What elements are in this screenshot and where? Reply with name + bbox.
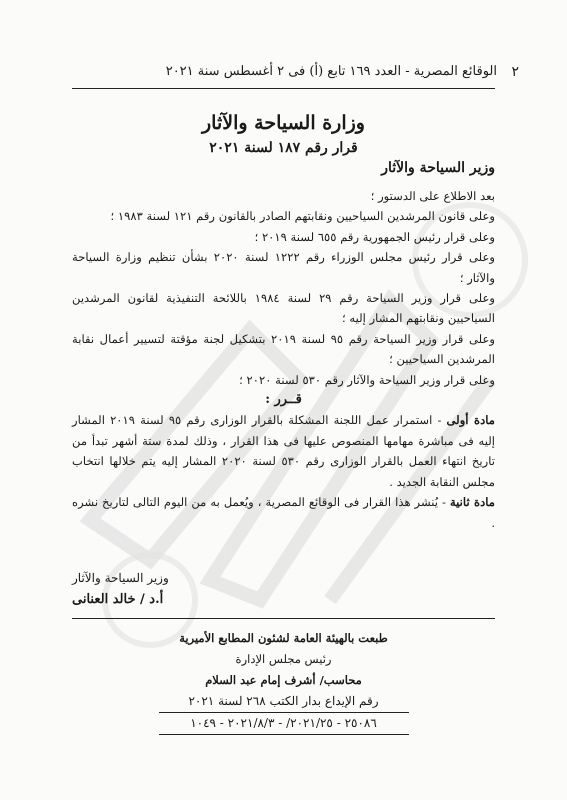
signature-name: أ.د / خالد العنانى (72, 592, 164, 607)
ministry-title: وزارة السياحة والآثار (201, 112, 365, 134)
signature-block (72, 568, 169, 610)
preamble-line: وعلى قرار وزير السياحة رقم ٩٥ لسنة ٢٠١٩ بتشكيل لجنة مؤقتة لتسيير أعمال نقابة المرشدين السياحيين ؛ (72, 331, 495, 367)
preamble-line: وعلى قرار رئيس مجلس الوزراء رقم ١٢٢٢ لسنة ٢٠٢٠ بشأن تنظيم وزارة السياحة والآثار ؛ (72, 250, 495, 285)
running-header (70, 64, 519, 80)
decides-heading: قــرر : (265, 392, 302, 408)
article-1-label: مادة أولى (446, 413, 495, 428)
printed-by: طبعت بالهيئة العامة لشئون المطابع الأميرية (179, 631, 388, 645)
article-2-label: مادة ثانية (449, 495, 496, 510)
preamble-line: وعلى قرار رئيس الجمهورية رقم ٦٥٥ لسنة ٢٠١٩ ؛ (254, 229, 495, 244)
footer-rule (72, 618, 495, 619)
minister-heading: وزير السياحة والآثار (381, 160, 495, 176)
running-title: الوقائع المصرية - العدد ١٦٩ تابع (أ) فى ٢ أغسطس سنة ٢٠٢١ (165, 64, 497, 79)
board-title: رئيس مجلس الإدارة (235, 652, 332, 666)
decree-body (72, 186, 495, 533)
article-1 (72, 410, 495, 492)
print-codes: ٢٥٠٨٦ - ٢٠٢١/٢٥/ - ٢٠٢١/٨/٣ - ١٠٤٩ (190, 716, 377, 730)
footer-divider-bottom (159, 734, 409, 735)
preamble-line: وعلى قرار وزير السياحة والآثار رقم ٥٣٠ لسنة ٢٠٢٠ ؛ (239, 372, 495, 387)
header-rule (72, 88, 495, 89)
preamble-line: وعلى قرار وزير السياحة رقم ٢٩ لسنة ١٩٨٤ باللائحة التنفيذية لقانون المرشدين السياحيين ونقابتهم المشار إليه ؛ (72, 291, 495, 326)
preamble-line: وعلى قانون المرشدين السياحيين ونقابتهم الصادر بالقانون رقم ١٢١ لسنة ١٩٨٣ ؛ (110, 209, 495, 224)
article-2-text: - يُنشر هذا القرار فى الوقائع المصرية ، ويُعمل به من اليوم التالى لتاريخ نشره . (72, 495, 495, 530)
preamble-line: بعد الاطلاع على الدستور ؛ (370, 189, 495, 203)
printer-footer (0, 628, 567, 735)
signature-title: وزير السياحة والآثار (72, 571, 169, 585)
article-2 (72, 492, 495, 533)
article-1-text: - استمرار عمل اللجنة المشكلة بالقرار الوزارى رقم ٩٥ لسنة ٢٠١٩ المشار إليه فى مباشرة مهامها المنصوص عليها فى هذا القرار ، وذلك لمدة ستة أشهر تبدأ من تاريخ انتهاء العمل بالقرار الوزارى رقم ٥٣٠ لسنة ٢٠٢٠ المشار إليه يتم خلالها انتخاب مجلس النقابة الجديد . (72, 413, 495, 489)
page-number: ٢ (511, 64, 519, 80)
deposit-number: رقم الإيداع بدار الكتب ٢٦٨ لسنة ٢٠٢١ (188, 694, 379, 708)
decree-title: قرار رقم ١٨٧ لسنة ٢٠٢١ (209, 140, 358, 156)
accountant-name: محاسب/ أشرف إمام عبد السلام (205, 673, 362, 687)
